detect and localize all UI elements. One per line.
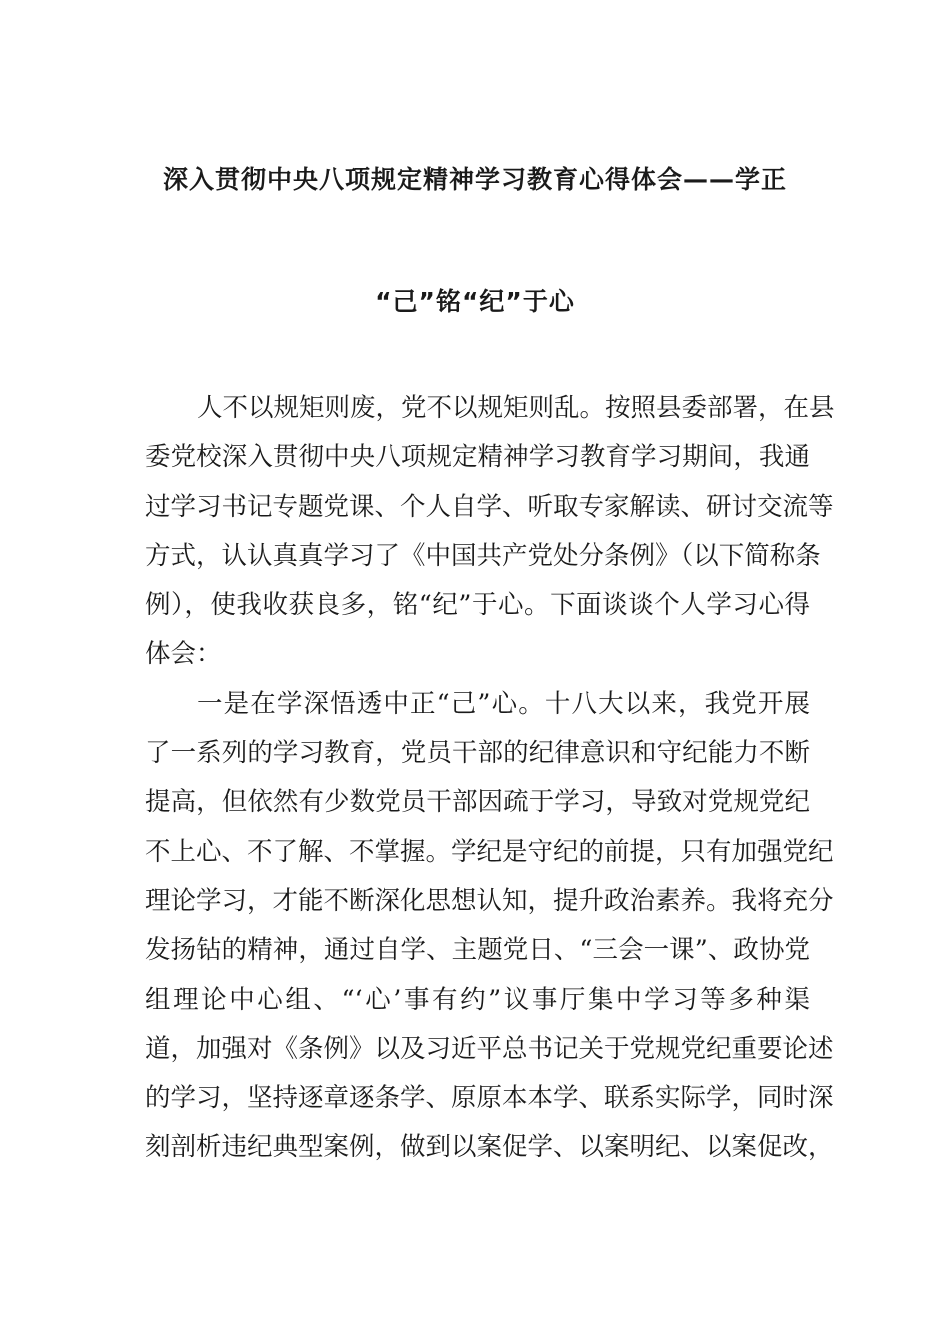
document-body bbox=[145, 384, 835, 1173]
paragraph-2-line-6: 发扬钻的精神，通过自学、主题党日、“三会一课”、政协党 bbox=[145, 935, 810, 966]
paragraph-1-line-2: 委党校深入贯彻中央八项规定精神学习教育学习期间，我通 bbox=[145, 442, 810, 473]
paragraph-1-line-6: 体会： bbox=[145, 639, 222, 670]
paragraph-2-line-8: 道，加强对《条例》以及习近平总书记关于党规党纪重要论述 bbox=[145, 1033, 834, 1064]
paragraph-2-line-3: 提高，但依然有少数党员干部因疏于学习，导致对党规党纪 bbox=[145, 787, 810, 818]
paragraph-2-line-9: 的学习，坚持逐章逐条学、原原本本学、联系实际学，同时深 bbox=[145, 1083, 834, 1114]
paragraph-2-line-2: 了一系列的学习教育，党员干部的纪律意识和守纪能力不断 bbox=[145, 738, 810, 769]
document-title-line-2: “己”铭“纪”于心 bbox=[375, 287, 575, 316]
paragraph-2-line-5: 理论学习，才能不断深化思想认知，提升政治素养。我将充分 bbox=[145, 885, 834, 916]
paragraph-1-line-3: 过学习书记专题党课、个人自学、听取专家解读、研讨交流等 bbox=[145, 491, 834, 522]
paragraph-2-line-4: 不上心、不了解、不掌握。学纪是守纪的前提，只有加强党纪 bbox=[145, 836, 834, 867]
paragraph-1-line-1: 人不以规矩则废，党不以规矩则乱。按照县委部署，在县 bbox=[197, 393, 835, 423]
paragraph-2-line-7: 组理论中心组、“‘心’事有约”议事厅集中学习等多种渠 bbox=[145, 984, 810, 1015]
paragraph-2-line-10: 刻剖析违纪典型案例，做到以案促学、以案明纪、以案促改， bbox=[145, 1132, 834, 1163]
paragraph-2-line-1: 一是在学深悟透中正“己”心。十八大以来，我党开展 bbox=[197, 688, 810, 719]
document-title-line-1: 深入贯彻中央八项规定精神学习教育心得体会——学正 bbox=[162, 165, 787, 194]
paragraph-1-line-4: 方式，认认真真学习了《中国共产党处分条例》（以下简称条 bbox=[145, 540, 821, 571]
paragraph-1-line-5: 例），使我收获良多，铭“纪”于心。下面谈谈个人学习心得 bbox=[145, 590, 810, 621]
